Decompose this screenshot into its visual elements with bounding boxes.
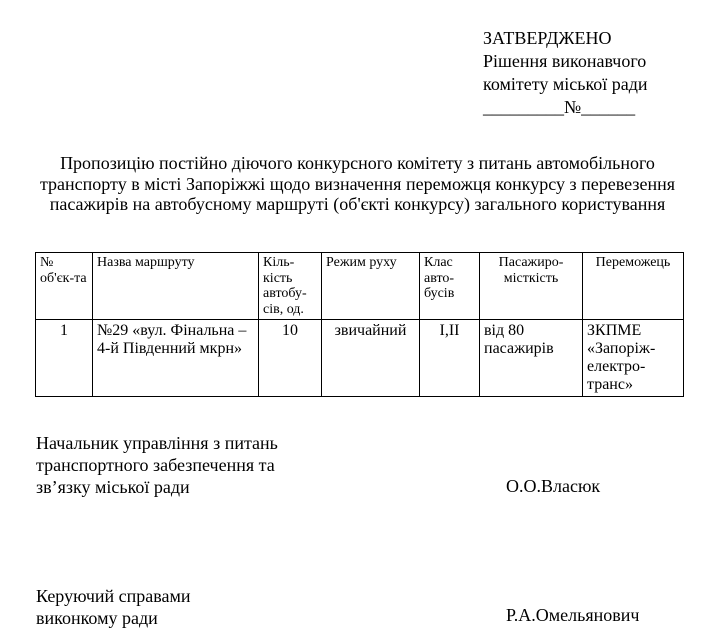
signature-manager-title-line2: виконкому ради xyxy=(36,608,158,628)
header-bus-class: Клас авто-бусів xyxy=(420,253,480,320)
approval-number: _________№______ xyxy=(483,97,636,117)
approval-stamp: ЗАТВЕРДЖЕНО xyxy=(483,28,612,48)
approval-committee: комітету міської ради xyxy=(483,74,648,94)
header-object-number: № об'єк-та xyxy=(36,253,93,320)
approval-block xyxy=(483,27,693,119)
signature-block-manager xyxy=(36,585,191,629)
cell-winner: ЗКПМЕ «Запоріж-електро-транс» xyxy=(583,320,684,397)
signature-head-title-line1: Начальник управління з питань xyxy=(36,433,278,453)
cell-object-number: 1 xyxy=(36,320,93,397)
signature-block-head xyxy=(36,432,278,498)
signature-head-title-line3: зв’язку міської ради xyxy=(36,477,190,497)
header-mode: Режим руху xyxy=(322,253,420,320)
signature-head-name: О.О.Власюк xyxy=(506,476,601,496)
cell-bus-class: І,ІІ xyxy=(420,320,480,397)
header-capacity: Пасажиро-місткість xyxy=(480,253,583,320)
header-bus-count: Кіль-кість автобу-сів, од. xyxy=(259,253,322,320)
routes-table xyxy=(35,252,684,397)
cell-route-name: №29 «вул. Фінальна – 4-й Південний мкрн» xyxy=(93,320,259,397)
cell-capacity: від 80 пасажирів xyxy=(480,320,583,397)
table-row xyxy=(36,320,684,397)
signature-head-title-line2: транспортного забезпечення та xyxy=(36,455,275,475)
document-title: Пропозицію постійно діючого конкурсного комітету з питань автомобільного транспорту в місті Запоріжжі щодо визначення переможця конкурсу з перевезення пасажирів на автобусному маршруті (об'єкті конкурсу) загального користування xyxy=(39,153,676,214)
approval-decision: Рішення виконавчого xyxy=(483,51,647,71)
header-route-name: Назва маршруту xyxy=(93,253,259,320)
cell-bus-count: 10 xyxy=(259,320,322,397)
cell-mode: звичайний xyxy=(322,320,420,397)
signature-manager-title-line1: Керуючий справами xyxy=(36,586,191,606)
header-winner: Переможець xyxy=(583,253,684,320)
table-header-row xyxy=(36,253,684,320)
signature-manager-name: Р.А.Омельянович xyxy=(506,605,640,625)
